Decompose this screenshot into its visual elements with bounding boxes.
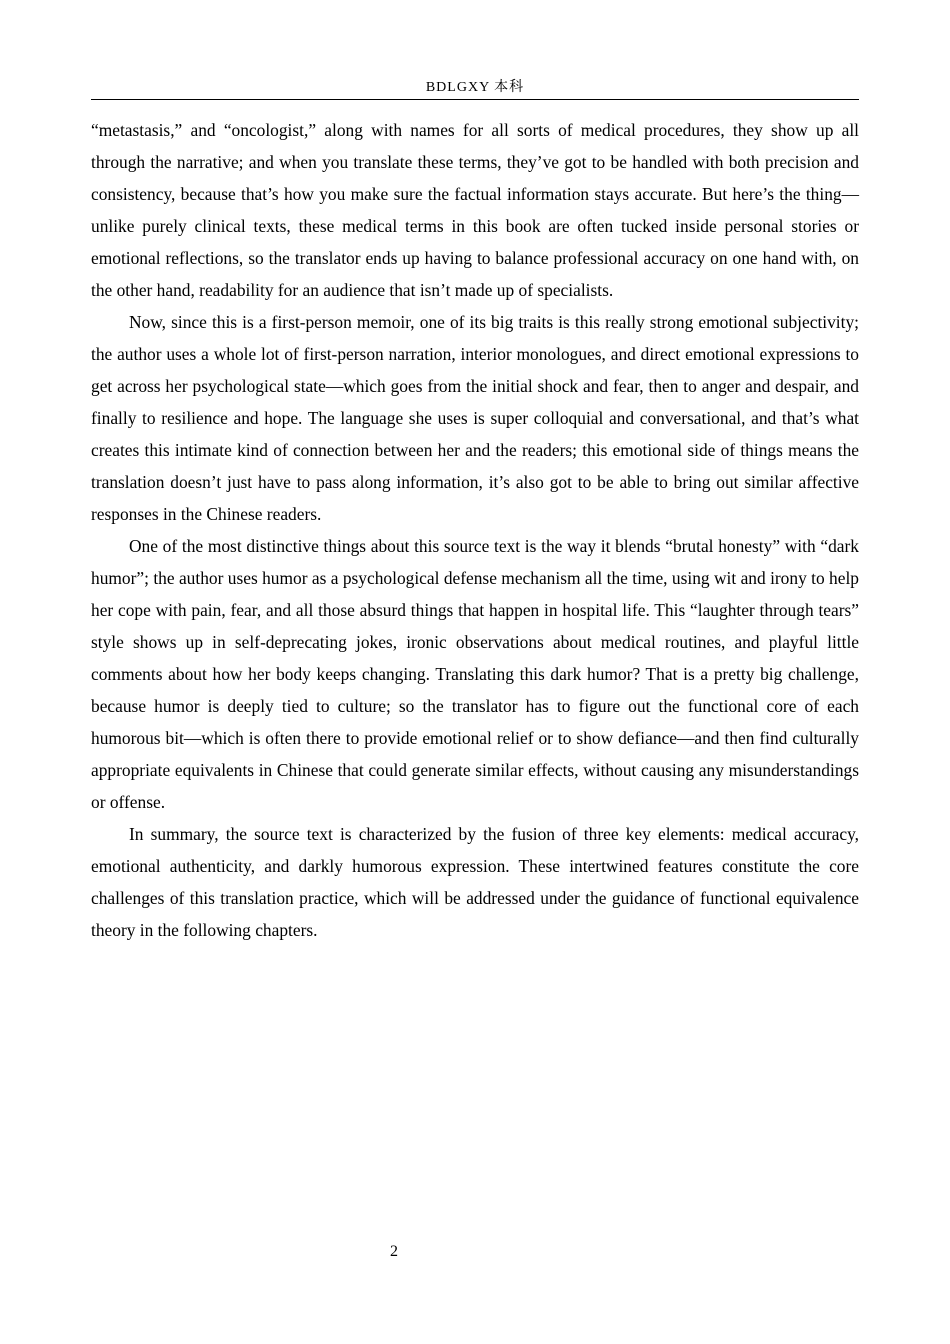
header-divider (91, 99, 859, 100)
paragraph-continued: “metastasis,” and “oncologist,” along with names for all sorts of medical procedures, they show up all through the narrative; and when you translate these terms, they’ve got to be handled with both precision and consistency, because that’s how you make sure the factual information stays accurate. But here’s the thing—unlike purely clinical texts, these medical terms in this book are often tucked inside personal stories or emotional reflections, so the translator ends up having to balance professional accuracy on one hand with, on the other hand, readability for an audience that isn’t made up of specialists. (91, 120, 859, 300)
paragraph: One of the most distinctive things about this source text is the way it blends “brutal honesty” with “dark humor”; the author uses humor as a psychological defense mechanism all the time, using wit and irony to help her cope with pain, fear, and all those absurd things that happen in hospital life. This “laughter through tears” style shows up in self-deprecating jokes, ironic observations about medical routines, and playful little comments about how her body keeps changing. Translating this dark humor? That is a pretty big challenge, because humor is deeply tied to culture; so the translator has to figure out the functional core of each humorous bit—which is often there to provide emotional relief or to show defiance—and then find culturally appropriate equivalents in Chinese that could generate similar effects, without causing any misunderstandings or offense. (91, 536, 859, 812)
running-header (91, 76, 859, 100)
document-body (91, 114, 859, 946)
page-number: 2 (390, 1243, 398, 1260)
paragraph: In summary, the source text is characterized by the fusion of three key elements: medical accuracy, emotional authenticity, and darkly humorous expression. These intertwined features constitute the core challenges of this translation practice, which will be addressed under the guidance of functional equivalence theory in the following chapters. (91, 824, 859, 940)
paragraph: Now, since this is a first-person memoir, one of its big traits is this really strong emotional subjectivity; the author uses a whole lot of first-person narration, interior monologues, and direct emotional expressions to get across her psychological state—which goes from the initial shock and fear, then to anger and despair, and finally to resilience and hope. The language she uses is super colloquial and conversational, and that’s what creates this intimate kind of connection between her and the readers; this emotional side of things means the translation doesn’t just have to pass along information, it’s also got to be able to bring out similar affective responses in the Chinese readers. (91, 312, 859, 524)
running-header-text: BDLGXY 本科 (425, 80, 525, 95)
